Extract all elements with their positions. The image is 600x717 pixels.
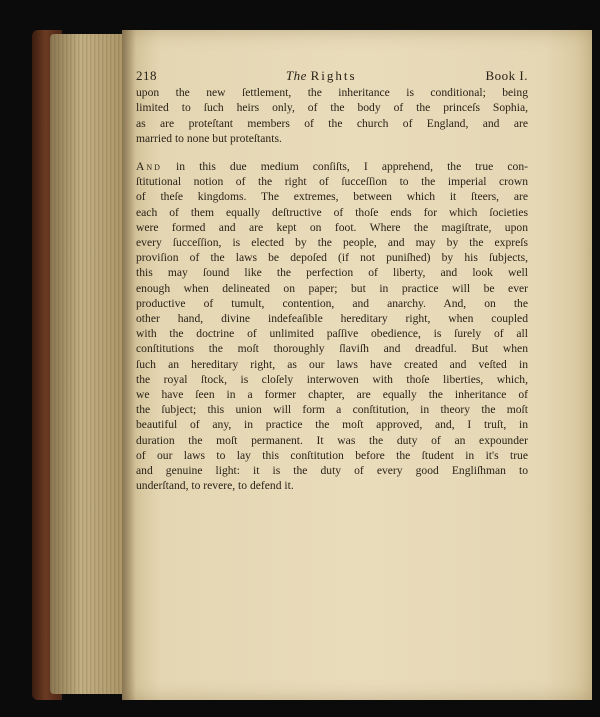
- running-head-title: [286, 68, 357, 83]
- text-line: we have ſeen in a former chapter, are equally the inheritance of: [136, 388, 528, 402]
- running-head: [136, 68, 528, 83]
- text-line: conſtitutions the moſt thoroughly ſlaviſh and dreadful. But when: [136, 342, 528, 356]
- running-head-title-italic: The: [285, 68, 307, 83]
- paragraph-lead-word: And: [136, 160, 162, 174]
- text-line-first: [136, 159, 528, 174]
- running-head-title-caps: Rights: [310, 68, 357, 83]
- paragraph-2: [136, 159, 528, 493]
- text-line: underſtand, to revere, to defend it.: [136, 479, 294, 493]
- text-line: duration the moſt permanent. It was the duty of an expounder: [136, 433, 528, 447]
- text-line: the ſubject; this union will form a conſtitution, in theory the moſt: [136, 403, 528, 417]
- book-label: Book I.: [485, 68, 528, 83]
- text-line: enough when delineated on paper; but in practice will be ever: [136, 281, 528, 295]
- text-line-rest: in this due medium conſiſts, I apprehend, the true con-: [161, 160, 528, 174]
- text-line: ſtitutional notion of the right of ſucceſſion to the imperial crown: [136, 175, 528, 189]
- text-line: this may ſound like the perfection of liberty, and look well: [136, 266, 528, 280]
- text-line: and genuine light: it is the duty of every good Engliſhman to: [136, 464, 528, 478]
- text-line: ſuch an hereditary right, as our laws have created and veſted in: [136, 357, 528, 371]
- text-line: productive of tumult, contention, and anarchy. And, on the: [136, 296, 528, 310]
- page-edges: [50, 34, 128, 694]
- text-line: married to none but proteſtants.: [136, 131, 282, 145]
- text-line: of theſe kingdoms. The extremes, between which it ſteers, are: [136, 190, 528, 204]
- text-line: as are proteſtant members of the church of England, and are: [136, 116, 528, 130]
- text-line: other hand, divine indefeaſible hereditary right, when coupled: [136, 312, 528, 326]
- text-line: proviſion of the laws be depoſed (if not puniſhed) by his ſubjects,: [136, 251, 528, 265]
- paragraph-1: [136, 85, 528, 146]
- page-text-block: [136, 68, 528, 493]
- text-line: limited to ſuch heirs only, of the body of the princeſs Sophia,: [136, 101, 528, 115]
- text-line: beautiful of any, in practice the moſt approved, and, I truſt, in: [136, 418, 528, 432]
- text-line: every ſucceſſion, is elected by the people, and may by the expreſs: [136, 236, 528, 250]
- page-gutter-shadow: [122, 30, 136, 700]
- page-number: 218: [136, 68, 157, 83]
- text-line: each of them equally deſtructive of thoſe ends for which ſocieties: [136, 205, 528, 219]
- text-line: the royal ſtock, is cloſely interwoven with thoſe liberties, which,: [136, 372, 528, 386]
- text-line: of our laws to lay this conſtitution before the ſtudent in it's true: [136, 448, 528, 462]
- text-line: with the doctrine of unlimited paſſive obedience, is ſurely of all: [136, 327, 528, 341]
- text-line: were formed and are kept on foot. Where the magiſtrate, upon: [136, 220, 528, 234]
- text-line: upon the new ſettlement, the inheritance is conditional; being: [136, 86, 528, 100]
